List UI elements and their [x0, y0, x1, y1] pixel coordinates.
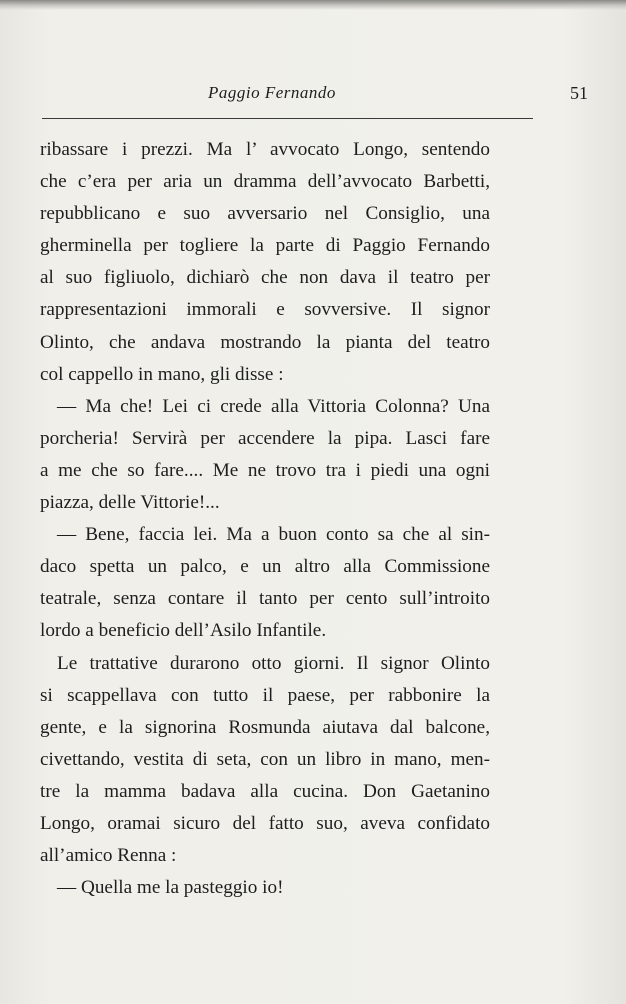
- text-line: porcheria! Servirà per accendere la pipa. Lasci fare: [40, 427, 490, 449]
- text-line: tre la mamma badava alla cucina. Don Gaetanino: [40, 780, 490, 802]
- text-line: Olinto, che andava mostrando la pianta del teatro: [40, 331, 490, 353]
- text-line: Longo, oramai sicuro del fatto suo, aveva confidato: [40, 812, 490, 834]
- text-line: che c’era per aria un dramma dell’avvocato Barbetti,: [40, 171, 490, 193]
- text-line: col cappello in mano, gli disse :: [40, 363, 284, 385]
- text-line: si scappellava con tutto il paese, per rabbonire la: [40, 684, 490, 706]
- scan-top-edge: [0, 0, 626, 10]
- page-header: [40, 80, 600, 110]
- text-line: all’amico Renna :: [40, 845, 177, 867]
- text-line: teatrale, senza contare il tanto per cento sull’introito: [40, 588, 490, 610]
- text-line: daco spetta un palco, e un altro alla Commissione: [40, 556, 490, 578]
- text-line: piazza, delle Vittorie!...: [40, 492, 220, 514]
- text-line: — Bene, faccia lei. Ma a buon conto sa che al sin-: [57, 524, 490, 546]
- text-line: — Ma che! Lei ci crede alla Vittoria Colonna? Una: [57, 395, 490, 417]
- text-line: gherminella per togliere la parte di Paggio Fernando: [40, 235, 490, 257]
- text-line: gente, e la signorina Rosmunda aiutava dal balcone,: [40, 716, 490, 738]
- text-line: rappresentazioni immorali e sovversive. Il signor: [40, 299, 490, 321]
- running-title: Paggio Fernando: [208, 83, 336, 102]
- text-line: Le trattative durarono otto giorni. Il signor Olinto: [57, 652, 490, 674]
- text-line: lordo a beneficio dell’Asilo Infantile.: [40, 620, 327, 642]
- text-line: civettando, vestita di seta, con un libro in mano, men-: [40, 748, 490, 770]
- page-number: 51: [570, 83, 588, 103]
- text-line: — Quella me la pasteggio io!: [57, 877, 284, 899]
- text-line: ribassare i prezzi. Ma l’ avvocato Longo, sentendo: [40, 139, 490, 160]
- header-rule: [42, 118, 533, 119]
- text-line: a me che so fare.... Me ne trovo tra i piedi una ogni: [40, 459, 490, 481]
- body-text: [40, 134, 490, 904]
- text-line: al suo figliuolo, dichiarò che non dava il teatro per: [40, 267, 490, 289]
- text-line: repubblicano e suo avversario nel Consiglio, una: [40, 203, 490, 225]
